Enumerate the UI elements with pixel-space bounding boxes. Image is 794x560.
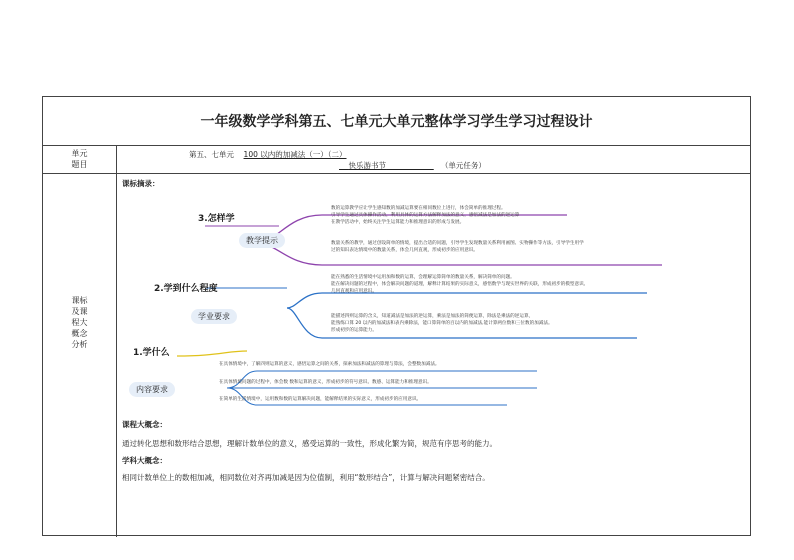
node-academic-requirements: 学业要求 xyxy=(191,309,237,324)
requirement-leaf xyxy=(331,313,553,334)
leaf-line: 能在解决问题的过程中，体会解决问题的道理，解释计算结果的实际意义，感悟数学与现实世界的关联，形成初步的模型意识、 xyxy=(331,282,589,287)
analysis-label-line: 及课 xyxy=(71,307,88,316)
teaching-leaf xyxy=(331,240,584,254)
mindmap-level: 2.学到什么程度 xyxy=(154,284,218,294)
unit-task xyxy=(339,160,486,171)
leaf-line: 引导学生通过具体操作活动，利用具体的运算方法解释加法的意义，感悟减法是加法的逆运算 xyxy=(331,213,520,218)
node-content-requirements: 内容要求 xyxy=(129,382,175,397)
teaching-leaf xyxy=(331,205,519,226)
unit-name xyxy=(189,149,347,160)
analysis-label xyxy=(43,295,116,350)
unit-label-line: 题目 xyxy=(71,160,88,169)
requirement-leaf xyxy=(331,274,588,295)
analysis-label-line: 概念 xyxy=(71,329,88,338)
leaf-line: 过的知识表达情境中的数量关系，体会几何直观，形成初步的应用意识。 xyxy=(331,248,479,253)
leaf-line: 形成初步的运算能力。 xyxy=(331,328,377,333)
subject-concept-heading: 学科大概念： xyxy=(122,456,167,465)
unit-label xyxy=(43,148,116,170)
mindmap-how: 3.怎样学 xyxy=(198,214,235,224)
analysis-label-line: 分析 xyxy=(71,340,88,349)
analysis-label-line: 课标 xyxy=(71,296,88,305)
leaf-line: 能在熟悉的生活情境中运用加和数的运算，会理解运算简单的数量关系，解决简单的问题。 xyxy=(331,275,515,280)
mindmap-what: 1.学什么 xyxy=(133,348,170,358)
unit-task-text: 快乐游书节 xyxy=(348,161,387,170)
leaf-line: 数的运算教学应让学生感知数的加减运算要在相同数位上进行，体会简单的推理过程。 xyxy=(331,206,506,211)
course-concept-text: 通过转化思想和数形结合思想，理解计数单位的意义，感受运算的一致性，形成化繁为简，规范有序思考的能力。 xyxy=(122,439,497,448)
content-leaf: 在简单的生活情境中，运用数和数的运算解决问题，能解释结果的实际意义，形成初步的应用意识。 xyxy=(219,397,422,402)
node-teaching-tips: 教学提示 xyxy=(239,233,285,248)
curriculum-heading: 课标摘录： xyxy=(122,179,160,188)
unit-name-text: 100 以内的加减法（一）（二） xyxy=(243,150,347,159)
unit-row xyxy=(43,145,750,174)
subject-concept-text: 相同计数单位上的数相加减，相同数位对齐再加减是因为位值制，利用“数形结合”，计算与解决问题紧密结合。 xyxy=(122,473,490,482)
title-row xyxy=(43,97,750,146)
unit-label-line: 单元 xyxy=(71,149,88,158)
unit-name-prefix: 第五、七单元 xyxy=(189,150,234,159)
unit-task-suffix: （单元任务） xyxy=(440,161,486,170)
leaf-line: 能描述四则运算的含义，知道减法是加法的逆运算，乘法是加法的简便运算，除法是乘法的逆运算， xyxy=(331,314,534,319)
leaf-line: 能熟练口算 20 以内的加减法和表内乘除法，能口算简单的百以内的加减法,能计算两位数和三位数的加减法。 xyxy=(331,321,553,326)
content-leaf: 在具体情境中，了解四则运算的意义，感悟运算之间的关系，探索加法和减法的算理与算法，会整数加减法。 xyxy=(219,362,440,367)
leaf-line: 在教学活动中，始终关注学生运算能力和推理意识的形成与发展。 xyxy=(331,220,465,225)
content-leaf: 在具体情境问题的过程中，体会数 数和运算的意义，形成初步的符号意识、数感、运算能力和推理意识。 xyxy=(219,380,432,385)
analysis-label-line: 程大 xyxy=(71,318,88,327)
document-title: 一年级数学学科第五、七单元大单元整体学习学生学习过程设计 xyxy=(200,114,593,130)
process-table xyxy=(42,96,751,536)
course-concept-heading: 课程大概念： xyxy=(122,420,167,429)
leaf-line: 数量关系的教学，通过创设简单的情境，提出合适的问题，引导学生发现数量关系利用画图、实物操作等方法，引导学生用学 xyxy=(331,241,584,246)
leaf-line: 几何直观和应用意识。 xyxy=(331,289,377,294)
